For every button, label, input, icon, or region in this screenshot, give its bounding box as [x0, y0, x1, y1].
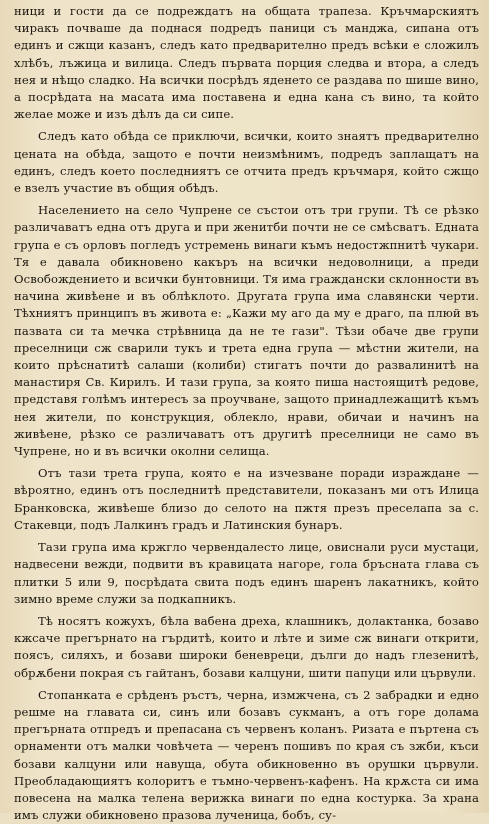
paragraph-appearance: Тази група има кржгло червендалесто лице, овиснали руси мустаци, надвесени вежди, подвити въ кравицата нагоре, гола бръсната глава съ плитки 5 или 9, посрѣдата свита подъ единъ шаренъ лакатникъ, който зимно време служи за подкапникъ.: [14, 540, 479, 606]
paragraph-clothing: Тѣ носятъ кожухъ, бѣла вабена дреха, клашникъ, долактанка, бозаво кжсаче прегърнато на гърдитѣ, които и лѣте и зиме сж винаги открити, поясъ, силяхъ, и бозави широки беневреци, дълги до надъ глезенитѣ, обрѫбени покрая съ гайтанъ, бозави калцуни, шити папуци или цървули.: [14, 613, 479, 680]
paragraph-trapeza: ници и гости да се подреждатъ на общата трапеза. Кръчмарскиятъ чиракъ почваше да поднася подредъ паници съ манджа, сипана отъ единъ и сжщи казанъ, следъ като предварително предъ всѣки е сложилъ хлѣбъ, лъжица и вилица. Следъ първата порция следва и втора, а следъ нея и нѣщо сладко. На всички посрѣдъ яденето се раздава по шише вино, а посрѣдата на масата има поставена и една кана съ вино, та който желае може и изъ дѣлъ да си сипе.: [14, 4, 479, 122]
paragraph-third-group: Отъ тази трета група, която е на изчезване поради израждане — вѣроятно, единъ отъ последнитѣ представители, показанъ ми отъ Илица Бранковска, живѣеше близо до селото на пжтя презъ преселапа за с. Стакевци, подъ Лалкинъ градъ и Латинския бунаръ.: [14, 466, 479, 532]
paragraph-population-groups: Населението на село Чупрене се състои отъ три групи. Тѣ се рѣзко различаватъ една отъ друга и при женитби почти не се смѣсватъ. Едната група е съ орловъ погледъ устремень винаги къмъ недостжпнитѣ чукари. Тя е давала обикновено какъръ на всички недоволници, а преди Освобождението и всички бунтовници. Тя има граждански склонности въ начина живѣене и въ облѣклото. Другата група има славянски черти. Тѣхниятъ принципъ въ живота е: „Кажи му аго да му е драго, па плюй въ пазвата си та мечка стрѣвница да не те гази". Тѣзи обаче две групи преселници сж сварили тукъ и трета една група — мѣстни жители, на които прѣснатитѣ салаши (колиби) стигатъ почти до развалинитѣ на манастиря Св. Кирилъ. И тази група, за която пиша настоящитѣ редове, представя голѣмъ интересъ за проучване, защото принадлежащитѣ къмъ нея жители, по конструкция, облекло, нрави, обичаи и начинъ на живѣене, рѣзко се различаватъ отъ другитѣ преселници не само въ Чупрене, но и въ всички околни селища.: [14, 203, 479, 459]
paragraph-housewife: Стопанката е срѣденъ ръстъ, черна, измжчена, съ 2 забрадки и едно решме на главата си, синъ или бозавъ сукманъ, а отъ горе долама прегърната отпредъ и препасана съ червенъ коланъ. Ризата е пъртена съ орнаменти отъ малки човѣчета — черенъ пошивъ по края съ зжби, къси бозави калцуни или навуща, обута обикновенно въ орушки цървули. Преобладающиятъ колоритъ е тъмно-червенъ-кафенъ. На крѫста си има повесена на малка телена верижка винаги по една костурка. За храна имъ служи обикновено празова лученица, бобъ, су-: [14, 687, 479, 823]
paragraph-obed-payment: Следъ като обѣда се приключи, всички, които знаятъ предварително цената на обѣда, защото е почти неизмѣнимъ, подредъ заплащатъ на единъ, следъ което последниятъ се отчита предъ кръчмаря, който сжщо е взелъ участие въ общия обѣдъ.: [14, 129, 479, 196]
